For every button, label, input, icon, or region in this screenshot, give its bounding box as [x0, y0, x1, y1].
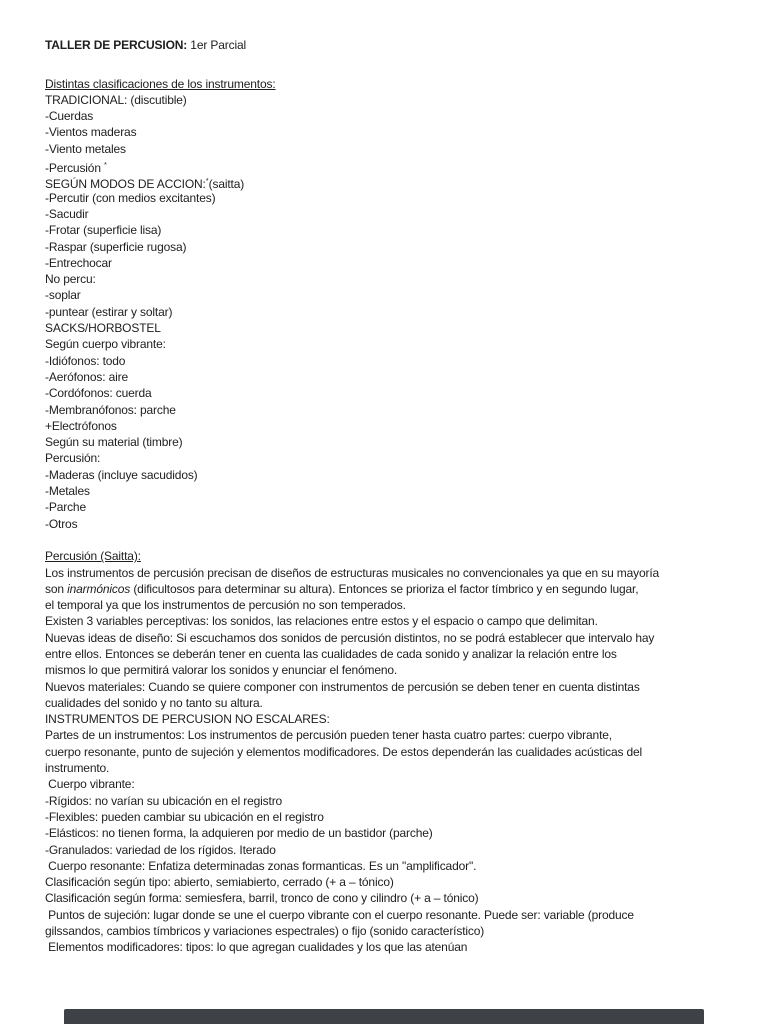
text-line: Puntos de sujeción: lugar donde se une el cuerpo vibrante con el cuerpo resonante. Puede ser: variable (produce — [45, 907, 634, 922]
text-line: Nuevos materiales: Cuando se quiere componer con instrumentos de percusión se deben tener en cuenta distintas — [45, 679, 640, 694]
text-line: cualidades del sonido y no tanto su altura. — [45, 695, 263, 710]
text-line: Según su material (timbre) — [45, 435, 183, 450]
text-line: Clasificación según tipo: abierto, semiabierto, cerrado (+ a – tónico) — [45, 875, 394, 890]
text-line: -Percusión * — [45, 160, 107, 176]
section-heading-saitta: Percusión (Saitta): — [45, 549, 141, 564]
text-line: instrumento. — [45, 761, 110, 776]
text-line: son inarmónicos (dificultosos para determinar su altura). Entonces se prioriza el factor tímbrico y en segundo lugar, — [45, 581, 639, 596]
text-line: -Idiófonos: todo — [45, 353, 126, 368]
text-line: Según cuerpo vibrante: — [45, 337, 166, 352]
text-line — [45, 59, 748, 75]
text-line: Partes de un instrumentos: Los instrumentos de percusión pueden tener hasta cuatro partes: cuerpo vibrante, — [45, 728, 612, 743]
text-line: -Elásticos: no tienen forma, la adquieren por medio de un bastidor (parche) — [45, 826, 433, 841]
text-line: Cuerpo resonante: Enfatiza determinadas zonas formanticas. Es un "amplificador". — [45, 858, 477, 873]
section-heading-clasificaciones: Distintas clasificaciones de los instrumentos: — [45, 76, 276, 91]
text-line: SACKS/HORBOSTEL — [45, 321, 161, 336]
text-line: Cuerpo vibrante: — [45, 777, 135, 792]
text-line: -Raspar (superficie rugosa) — [45, 239, 187, 254]
text-line: mismos lo que permitirá valorar los sonidos y enunciar el fenómeno. — [45, 663, 398, 678]
text-line: +Electrófonos — [45, 418, 117, 433]
text-line: Clasificación según forma: semiesfera, barril, tronco de cono y cilindro (+ a – tónico) — [45, 891, 479, 906]
text-line — [45, 532, 748, 548]
text-line: -Frotar (superficie lisa) — [45, 223, 162, 238]
text-line: -Viento metales — [45, 141, 126, 156]
text-line: -Cordófonos: cuerda — [45, 386, 152, 401]
text-line: el temporal ya que los instrumentos de percusión no son temperados. — [45, 598, 406, 613]
text-line: -Granulados: variedad de los rígidos. Iterado — [45, 842, 276, 857]
text-line: gilssandos, cambios tímbricos y variaciones espectrales) o fijo (sonido característico) — [45, 924, 485, 939]
text-line: -puntear (estirar y soltar) — [45, 304, 173, 319]
text-line: TRADICIONAL: (discutible) — [45, 92, 187, 107]
next-page-gap-bar — [64, 1009, 704, 1024]
text-line: Nuevas ideas de diseño: Si escuchamos dos sonidos de percusión distintos, no se podrá establecer que intervalo hay — [45, 630, 655, 645]
text-line: -Otros — [45, 516, 78, 531]
text-line: -Percutir (con medios excitantes) — [45, 190, 216, 205]
text-line: Elementos modificadores: tipos: lo que agregan cualidades y los que las atenúan — [45, 940, 468, 955]
text-line: Existen 3 variables perceptivas: los sonidos, las relaciones entre estos y el espacio o campo que delimitan. — [45, 614, 598, 629]
text-line: -Vientos maderas — [45, 125, 137, 140]
text-line: -Rígidos: no varían su ubicación en el registro — [45, 793, 283, 808]
text-line: No percu: — [45, 272, 96, 287]
text-line: -Sacudir — [45, 206, 89, 221]
text-line: -Entrechocar — [45, 255, 112, 270]
text-line: -Flexibles: pueden cambiar su ubicación en el registro — [45, 809, 324, 824]
text-line: -Membranófonos: parche — [45, 402, 176, 417]
text-line: SEGÚN MODOS DE ACCION:*(saitta) — [45, 176, 245, 192]
text-line: INSTRUMENTOS DE PERCUSION NO ESCALARES: — [45, 712, 330, 727]
text-line: Los instrumentos de percusión precisan de diseños de estructuras musicales no convencionales ya que en su mayoría — [45, 565, 660, 580]
text-line: -soplar — [45, 288, 81, 303]
text-line: entre ellos. Entonces se deberán tener en cuenta las cualidades de cada sonido y analizar la relación entre los — [45, 646, 617, 661]
text-line: -Parche — [45, 500, 86, 515]
text-line: Percusión: — [45, 451, 101, 466]
document-title: TALLER DE PERCUSION: 1er Parcial — [45, 38, 247, 52]
text-line: -Metales — [45, 484, 90, 499]
text-line: -Cuerdas — [45, 109, 94, 124]
text-line: cuerpo resonante, punto de sujeción y elementos modificadores. De estos dependerán las cualidades acústicas del — [45, 744, 643, 759]
text-line: -Aerófonos: aire — [45, 369, 128, 384]
text-line: -Maderas (incluye sacudidos) — [45, 467, 198, 482]
